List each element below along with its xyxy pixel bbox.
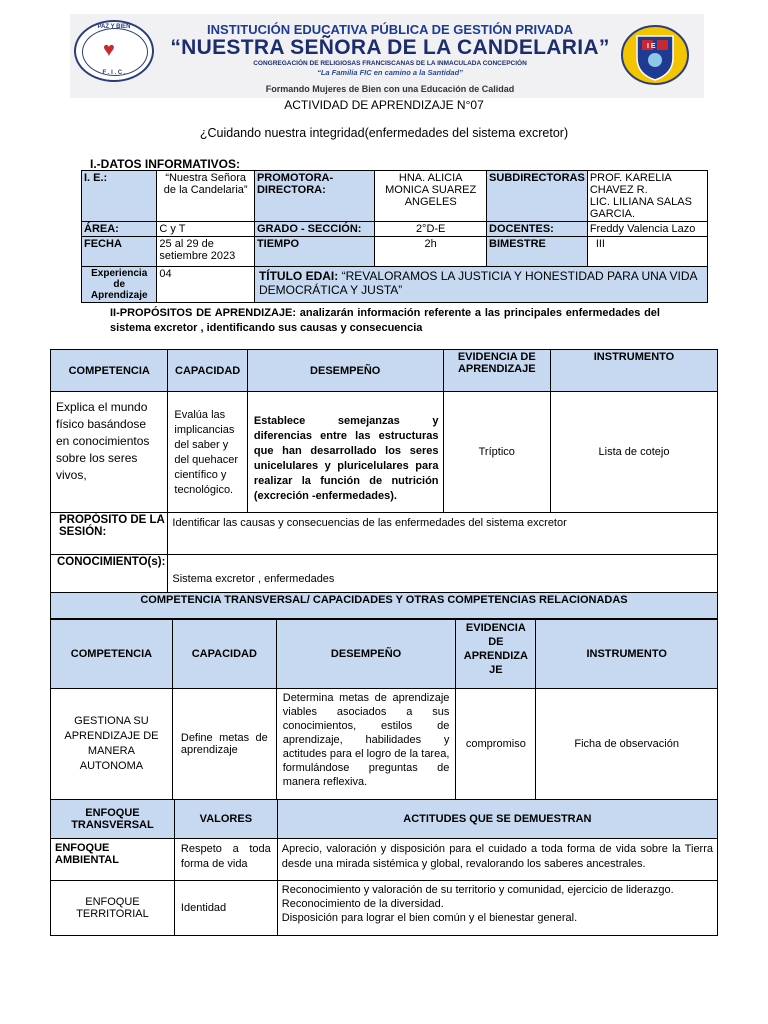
grado-value: 2°D-E (375, 222, 487, 237)
grado-label: GRADO - SECCIÓN: (254, 222, 374, 237)
heart-icon: ♥ (103, 39, 115, 61)
header-instrumento: INSTRUMENTO (550, 350, 717, 392)
enfoque-territorial: ENFOQUE TERRITORIAL (51, 881, 175, 936)
propositos-paragraph (110, 306, 660, 336)
t-competencia-text: GESTIONA SU APRENDIZAJE DE MANERA AUTONOMA (51, 689, 173, 800)
congregation-text: CONGREGACIÓN DE RELIGIOSAS FRANCISCANAS DE LA INMACULADA CONCEPCIÓN (253, 60, 527, 67)
area-label: ÁREA: (82, 222, 157, 237)
school-crest-right (620, 24, 690, 86)
enfoque-ambiental: ENFOQUE AMBIENTAL (51, 839, 175, 881)
promotora-value: HNA. ALICIA MONICA SUAREZ ANGELES (375, 171, 487, 222)
t-instrumento-text: Ficha de observación (536, 689, 718, 800)
conocimiento-label: CONOCIMIENTO(s): (51, 555, 168, 593)
desempeno-text: Establece semejanzas y diferencias entre las estructuras que han desarrollado los seres unicelulares y pluricelulares para realizar la función de nutrición (excreción -enfermedades). (247, 392, 443, 513)
capacidad-text: Evalúa las implicancias del saber y del quehacer científico y tecnológico. (168, 392, 247, 513)
evidencia-text: Tríptico (443, 392, 550, 513)
actitudes-header: ACTITUDES QUE SE DEMUESTRAN (277, 800, 717, 839)
t-evidencia-text: compromiso (456, 689, 536, 800)
tagline-text: Formando Mujeres de Bien con una Educación de Calidad (265, 84, 515, 94)
actitud-1: Reconocimiento y valoración de su territorio y comunidad, ejercicio de liderazgo. (281, 884, 674, 896)
t-desempeno-text: Determina metas de aprendizaje viables asociados a sus conocimientos, estilos de aprendizaje, habilidades y actitudes para el logro de la tarea, formulándose preguntas de manera reflexiva. (276, 689, 456, 800)
activity-subtitle: ¿Cuidando nuestra integridad(enfermedades del sistema excretor) (199, 126, 569, 140)
fecha-value: 25 al 29 de setiembre 2023 (157, 237, 255, 267)
enfoque-header: ENFOQUE TRANSVERSAL (51, 800, 175, 839)
docentes-label: DOCENTES: (487, 222, 588, 237)
transversal-table (50, 619, 718, 800)
school-crest-left (74, 20, 154, 82)
tiempo-label: TIEMPO (254, 237, 374, 267)
titulo-label: TÍTULO EDAI: (258, 269, 339, 283)
competencias-table (50, 349, 718, 619)
crest-top-text: PAZ Y BIEN (97, 24, 131, 30)
titulo-edai (254, 267, 707, 303)
crest-ring (82, 28, 148, 76)
header-desempeno: DESEMPEÑO (247, 350, 443, 392)
header-evidencia: EVIDENCIA DE APRENDIZAJE (443, 350, 550, 392)
propositos-label: II-PROPÓSITOS DE APRENDIZAJE: (110, 307, 297, 319)
conocimiento-value: Sistema excretor , enfermedades (168, 555, 718, 593)
docentes-value: Freddy Valencia Lazo (587, 222, 707, 237)
experiencia-value: 04 (157, 267, 255, 303)
promotora-label: PROMOTORA-DIRECTORA: (254, 171, 374, 222)
activity-title: ACTIVIDAD DE APRENDIZAJE N°07 (284, 98, 484, 112)
t-header-instrumento: INSTRUMENTO (536, 620, 718, 689)
crest-bottom-text: F . I . C . (102, 70, 126, 76)
actitudes-territorial (277, 881, 717, 936)
ie-label: I. E.: (82, 171, 157, 222)
area-value: C y T (157, 222, 255, 237)
proposito-value: Identificar las causas y consecuencias de las enfermedades del sistema excretor (168, 513, 718, 555)
datos-heading: I.-DATOS INFORMATIVOS: (90, 157, 240, 171)
datos-table (81, 170, 708, 303)
valores-header: VALORES (174, 800, 277, 839)
subdirectoras-value (587, 171, 707, 222)
crest-right-text: I E (647, 43, 656, 50)
header-competencia: COMPETENCIA (51, 350, 168, 392)
actitudes-ambiental: Aprecio, valoración y disposición para el cuidado a toda forma de vida sobre la Tierra desde una mirada sistémica y global, revalorando los saberes ancestrales. (277, 839, 717, 881)
valor-respeto: Respeto a toda forma de vida (174, 839, 277, 881)
instrumento-text: Lista de cotejo (550, 392, 717, 513)
institution-title: INSTITUCIÓN EDUCATIVA PÚBLICA DE GESTIÓN PRIVADA (207, 22, 573, 37)
propositos-text: analizarán información referente a las principales enfermedades del sistema excretor , identificando sus causas y consecuencia (110, 307, 660, 334)
actitud-3: Disposición para lograr el bien común y el bienestar general. (281, 912, 578, 924)
tiempo-value: 2h (375, 237, 487, 267)
transversal-heading: COMPETENCIA TRANSVERSAL/ CAPACIDADES Y OTRAS COMPETENCIAS RELACIONADAS (51, 593, 718, 619)
bimestre-label: BIMESTRE (487, 237, 588, 267)
motto-text: “La Familia FIC en camino a la Santidad” (317, 68, 463, 77)
shield-icon (620, 24, 690, 86)
school-name: “NUESTRA SEÑORA DE LA CANDELARIA” (170, 36, 610, 59)
t-header-evidencia: EVIDENCIA DE APRENDIZA JE (456, 620, 536, 689)
actitud-2: Reconocimiento de la diversidad. (281, 898, 444, 910)
enfoques-table (50, 799, 718, 936)
valor-identidad: Identidad (174, 881, 277, 936)
competencia-text: Explica el mundo físico basándose en conocimientos sobre los seres vivos, (51, 392, 168, 513)
subdirectora-2: LIC. LILIANA SALAS GARCIA. (589, 196, 692, 220)
ie-value: “Nuestra Señora de la Candelaria” (157, 171, 255, 222)
t-header-desempeno: DESEMPEÑO (276, 620, 456, 689)
subdirectoras-label: SUBDIRECTORAS (487, 171, 588, 222)
subdirectora-1: PROF. KARELIA CHAVEZ R. (589, 172, 672, 196)
titulo-value: “REVALORAMOS LA JUSTICIA Y HONESTIDAD PARA UNA VIDA DEMOCRÁTICA Y JUSTA” (258, 269, 697, 297)
header-capacidad: CAPACIDAD (168, 350, 247, 392)
proposito-label: PROPÓSITO DE LA SESIÓN: (51, 513, 168, 555)
t-header-competencia: COMPETENCIA (51, 620, 173, 689)
t-header-capacidad: CAPACIDAD (172, 620, 276, 689)
t-capacidad-text: Define metas de aprendizaje (172, 689, 276, 800)
bimestre-value: III (587, 237, 707, 267)
experiencia-label: Experiencia de Aprendizaje (82, 267, 157, 303)
fecha-label: FECHA (82, 237, 157, 267)
